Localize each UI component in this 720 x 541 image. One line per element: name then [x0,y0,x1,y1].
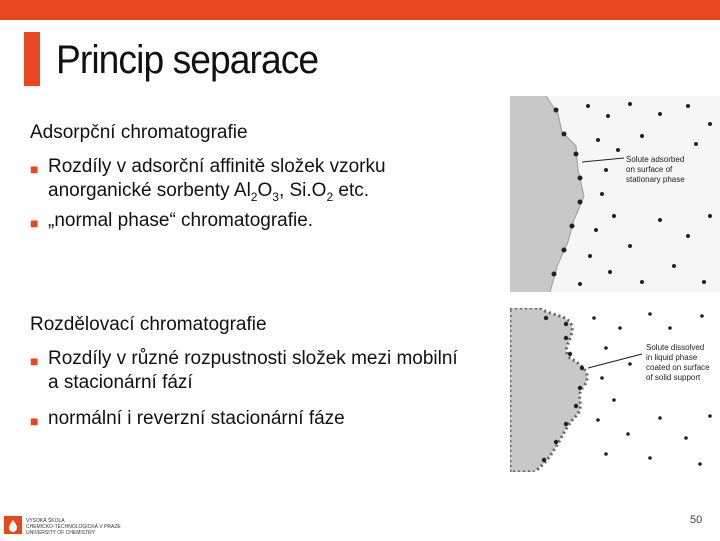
logo-line-3: UNIVERSITY OF CHEMISTRY [26,530,95,536]
vscht-logo-icon [4,514,124,536]
partition-figure-label-1: Solute dissolved [646,343,705,352]
section-heading-partition: Rozdělovací chromatografie [30,314,267,335]
bullet-text: Rozdíly v různé rozpustnosti složek mezi mobilní a stacionární fází [48,348,458,393]
page-number: 50 [690,514,703,526]
title-accent-bar [24,32,40,86]
list-item [30,407,470,431]
top-accent-bar [0,0,720,20]
bullet-text: Rozdíly v adsorční affinitě složek vzorku anorganické sorbenty $Al_2O_3$, $Si.O_2$ etc. [48,156,386,204]
square-bullet-icon: ■ [30,413,39,429]
list-item [30,209,470,233]
list-item [30,155,470,209]
adsorption-figure [510,96,720,292]
bullet-text: normální i reverzní stacionární fáze [48,408,345,429]
square-bullet-icon: ■ [30,161,39,177]
logo-line-2: CHEMICKO-TECHNOLOGICKÁ V PRAZE [26,524,121,530]
partition-bullet-list [30,347,470,431]
partition-figure-label-2: in liquid phase [646,353,698,362]
logo-line-1: VYSOKÁ ŠKOLA [26,518,65,524]
square-bullet-icon: ■ [30,353,39,369]
square-bullet-icon: ■ [30,214,39,231]
partition-figure-label-4: of solid support [646,373,701,382]
adsorption-bullet-list [30,155,470,233]
partition-figure-label-3: coated on surface [646,363,710,372]
adsorption-figure-label-1: Solute adsorbed [626,155,685,164]
list-item [30,347,470,395]
bullet-text: „normal phase“ chromatografie. [48,209,314,231]
partition-figure [510,308,720,472]
adsorption-figure-label-2: on surface of [626,165,673,174]
section-heading-adsorption: Adsorpční chromatografie [30,122,248,143]
slide-title: Princip separace [56,38,319,82]
adsorption-figure-label-3: stationary phase [626,175,685,184]
